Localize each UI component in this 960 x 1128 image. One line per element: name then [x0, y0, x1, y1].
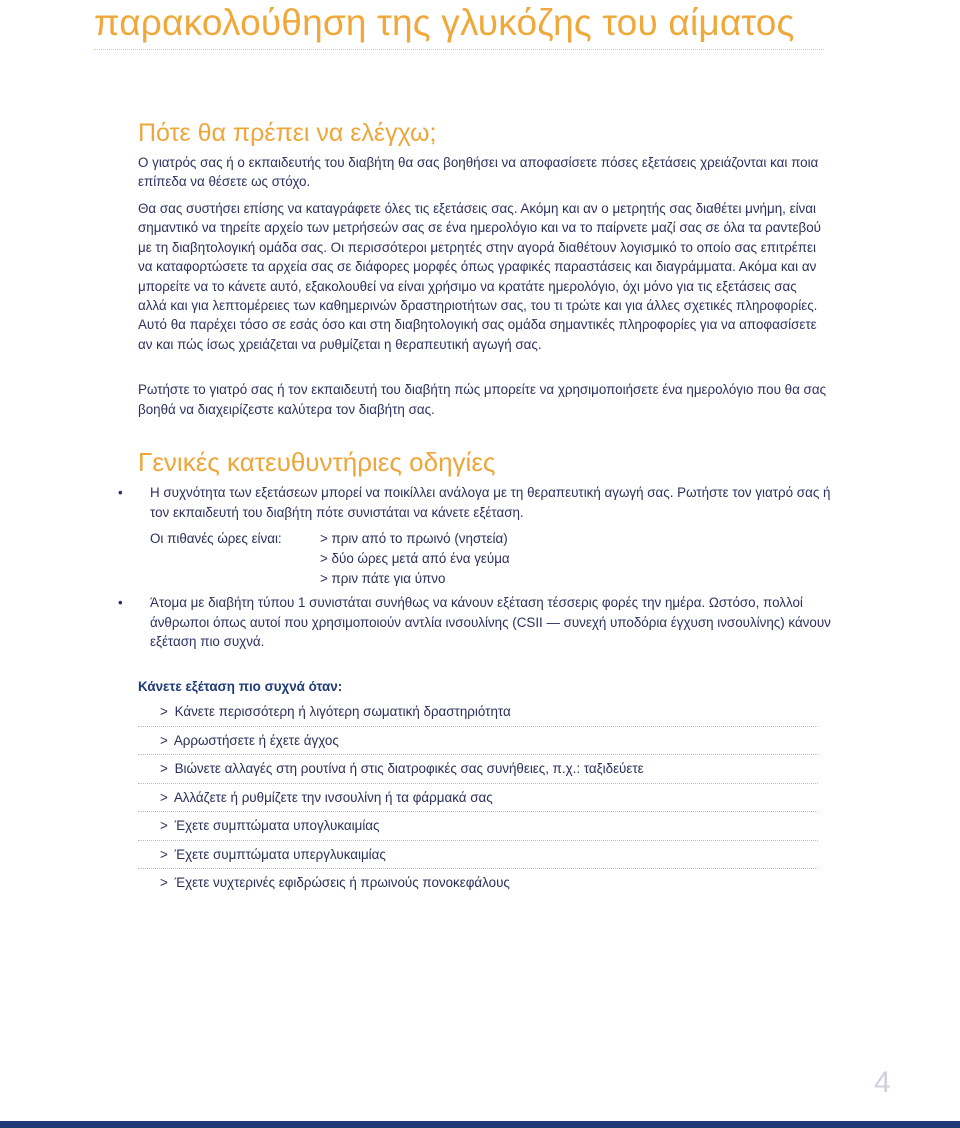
times-label: Οι πιθανές ώρες είναι: — [150, 531, 282, 546]
subheading-test-more-often: Κάνετε εξέταση πιο συχνά όταν: — [138, 679, 343, 694]
section-heading-when: Πότε θα πρέπει να ελέγχω; — [138, 119, 437, 147]
title-divider — [94, 49, 824, 50]
list-item: > Έχετε συμπτώματα υπογλυκαιμίας — [138, 812, 818, 841]
time-option: > δύο ώρες μετά από ένα γεύμα — [320, 551, 510, 566]
section-heading-general: Γενικές κατευθυντήριες οδηγίες — [138, 447, 496, 477]
bullet-marker: • — [118, 485, 123, 500]
list-marker: > — [160, 818, 168, 833]
page-title: παρακολούθηση της γλυκόζης του αίματος — [94, 2, 795, 43]
list-marker: > — [160, 875, 168, 890]
list-marker: > — [160, 732, 168, 748]
list-item: > Αλλάζετε ή ρυθμίζετε την ινσουλίνη ή τα φάρμακά σας — [138, 784, 818, 813]
paragraph-records: Θα σας συστήσει επίσης να καταγράφετε όλες τις εξετάσεις σας. Ακόμη και αν ο μετρητής σας διαθέτει μνήμη, είναι σημαντικό να τηρείτε αρχείο των μετρήσεών σας σε ένα ημερολόγιο και να το παίρνετε μαζί σας σε όλα τα ραντεβού με τη διαβητολογική ομάδα σας. Οι περισσότεροι μετρητές στην αγορά διαθέτουν λογισμικό το οποίο σας επιτρέπει να καταφορτώσετε τα αρχεία σας σε διάφορες μορφές όπως γραφικές παραστάσεις και διαγράμματα. Ακόμα και αν μπορείτε να το κάνετε αυτό, εξακολουθεί να είναι χρήσιμο να κρατάτε ημερολόγιο, όχι μόνο για τις εξετάσεις σας αλλά και για λεπτομέρειες των καθημερινών δραστηριοτήτων σας, του τι τρώτε και για άλλες σχετικές πληροφορίες. Αυτό θα παρέχει τόσο σε εσάς όσο και στη διαβητολογική σας ομάδα σημαντικές πληροφορίες για να αποφασίσετε αν και πώς ίσως χρειάζεται να ρυθμίζεται η θεραπευτική αγωγή σας. — [138, 201, 821, 352]
list-item: > Αρρωστήσετε ή έχετε άγχος — [138, 727, 818, 756]
footer-bar — [0, 1121, 960, 1128]
list-marker: > — [160, 846, 168, 862]
time-option: > πριν από το πρωινό (νηστεία) — [320, 531, 508, 546]
list-item: > Έχετε νυχτερινές εφιδρώσεις ή πρωινούς πονοκεφάλους — [160, 875, 510, 890]
page-number: 4 — [874, 1066, 891, 1099]
paragraph-ask-doctor: Ρωτήστε το γιατρό σας ή τον εκπαιδευτή του διαβήτη πώς μπορείτε να χρησιμοποιήσετε ένα ημερολόγιο που θα σας βοηθά να διαχειρίζεστε καλύτερα τον διαβήτη σας. — [138, 382, 827, 417]
list-marker: > — [160, 704, 168, 719]
list-marker: > — [160, 761, 168, 776]
list-marker: > — [160, 789, 168, 805]
bullet-text: Η συχνότητα των εξετάσεων μπορεί να ποικίλλει ανάλογα με τη θεραπευτική αγωγή σας. Ρωτήστε τον γιατρό σας ή τον εκπαιδευτή του διαβήτη πότε συνιστάται να κάνετε εξέταση. — [150, 485, 831, 520]
list-item: > Έχετε συμπτώματα υπεργλυκαιμίας — [138, 841, 818, 870]
paragraph-intro: Ο γιατρός σας ή ο εκπαιδευτής του διαβήτη θα σας βοηθήσει να αποφασίσετε πόσες εξετάσεις χρειάζονται και ποια επίπεδα να θέσετε ως στόχο. — [138, 155, 819, 190]
times-list — [320, 529, 510, 589]
time-option: > πριν πάτε για ύπνο — [320, 571, 446, 586]
list-item: > Βιώνετε αλλαγές στη ρουτίνα ή στις διατροφικές σας συνήθειες, π.χ.: ταξιδεύετε — [138, 755, 818, 784]
list-item: > Κάνετε περισσότερη ή λιγότερη σωματική δραστηριότητα — [138, 698, 818, 727]
bullet-text: Άτομα με διαβήτη τύπου 1 συνιστάται συνήθως να κάνουν εξέταση τέσσερις φορές την ημέρα. Ωστόσο, πολλοί άνθρωποι όπως αυτοί που χρησιμοποιούν αντλία ινσουλίνης (CSII — συνεχή υποδόρια έγχυση ινσουλίνης) κάνουν εξέταση πιο συχνά. — [150, 595, 831, 650]
test-often-list — [138, 698, 818, 898]
bullet-marker: • — [118, 595, 123, 610]
